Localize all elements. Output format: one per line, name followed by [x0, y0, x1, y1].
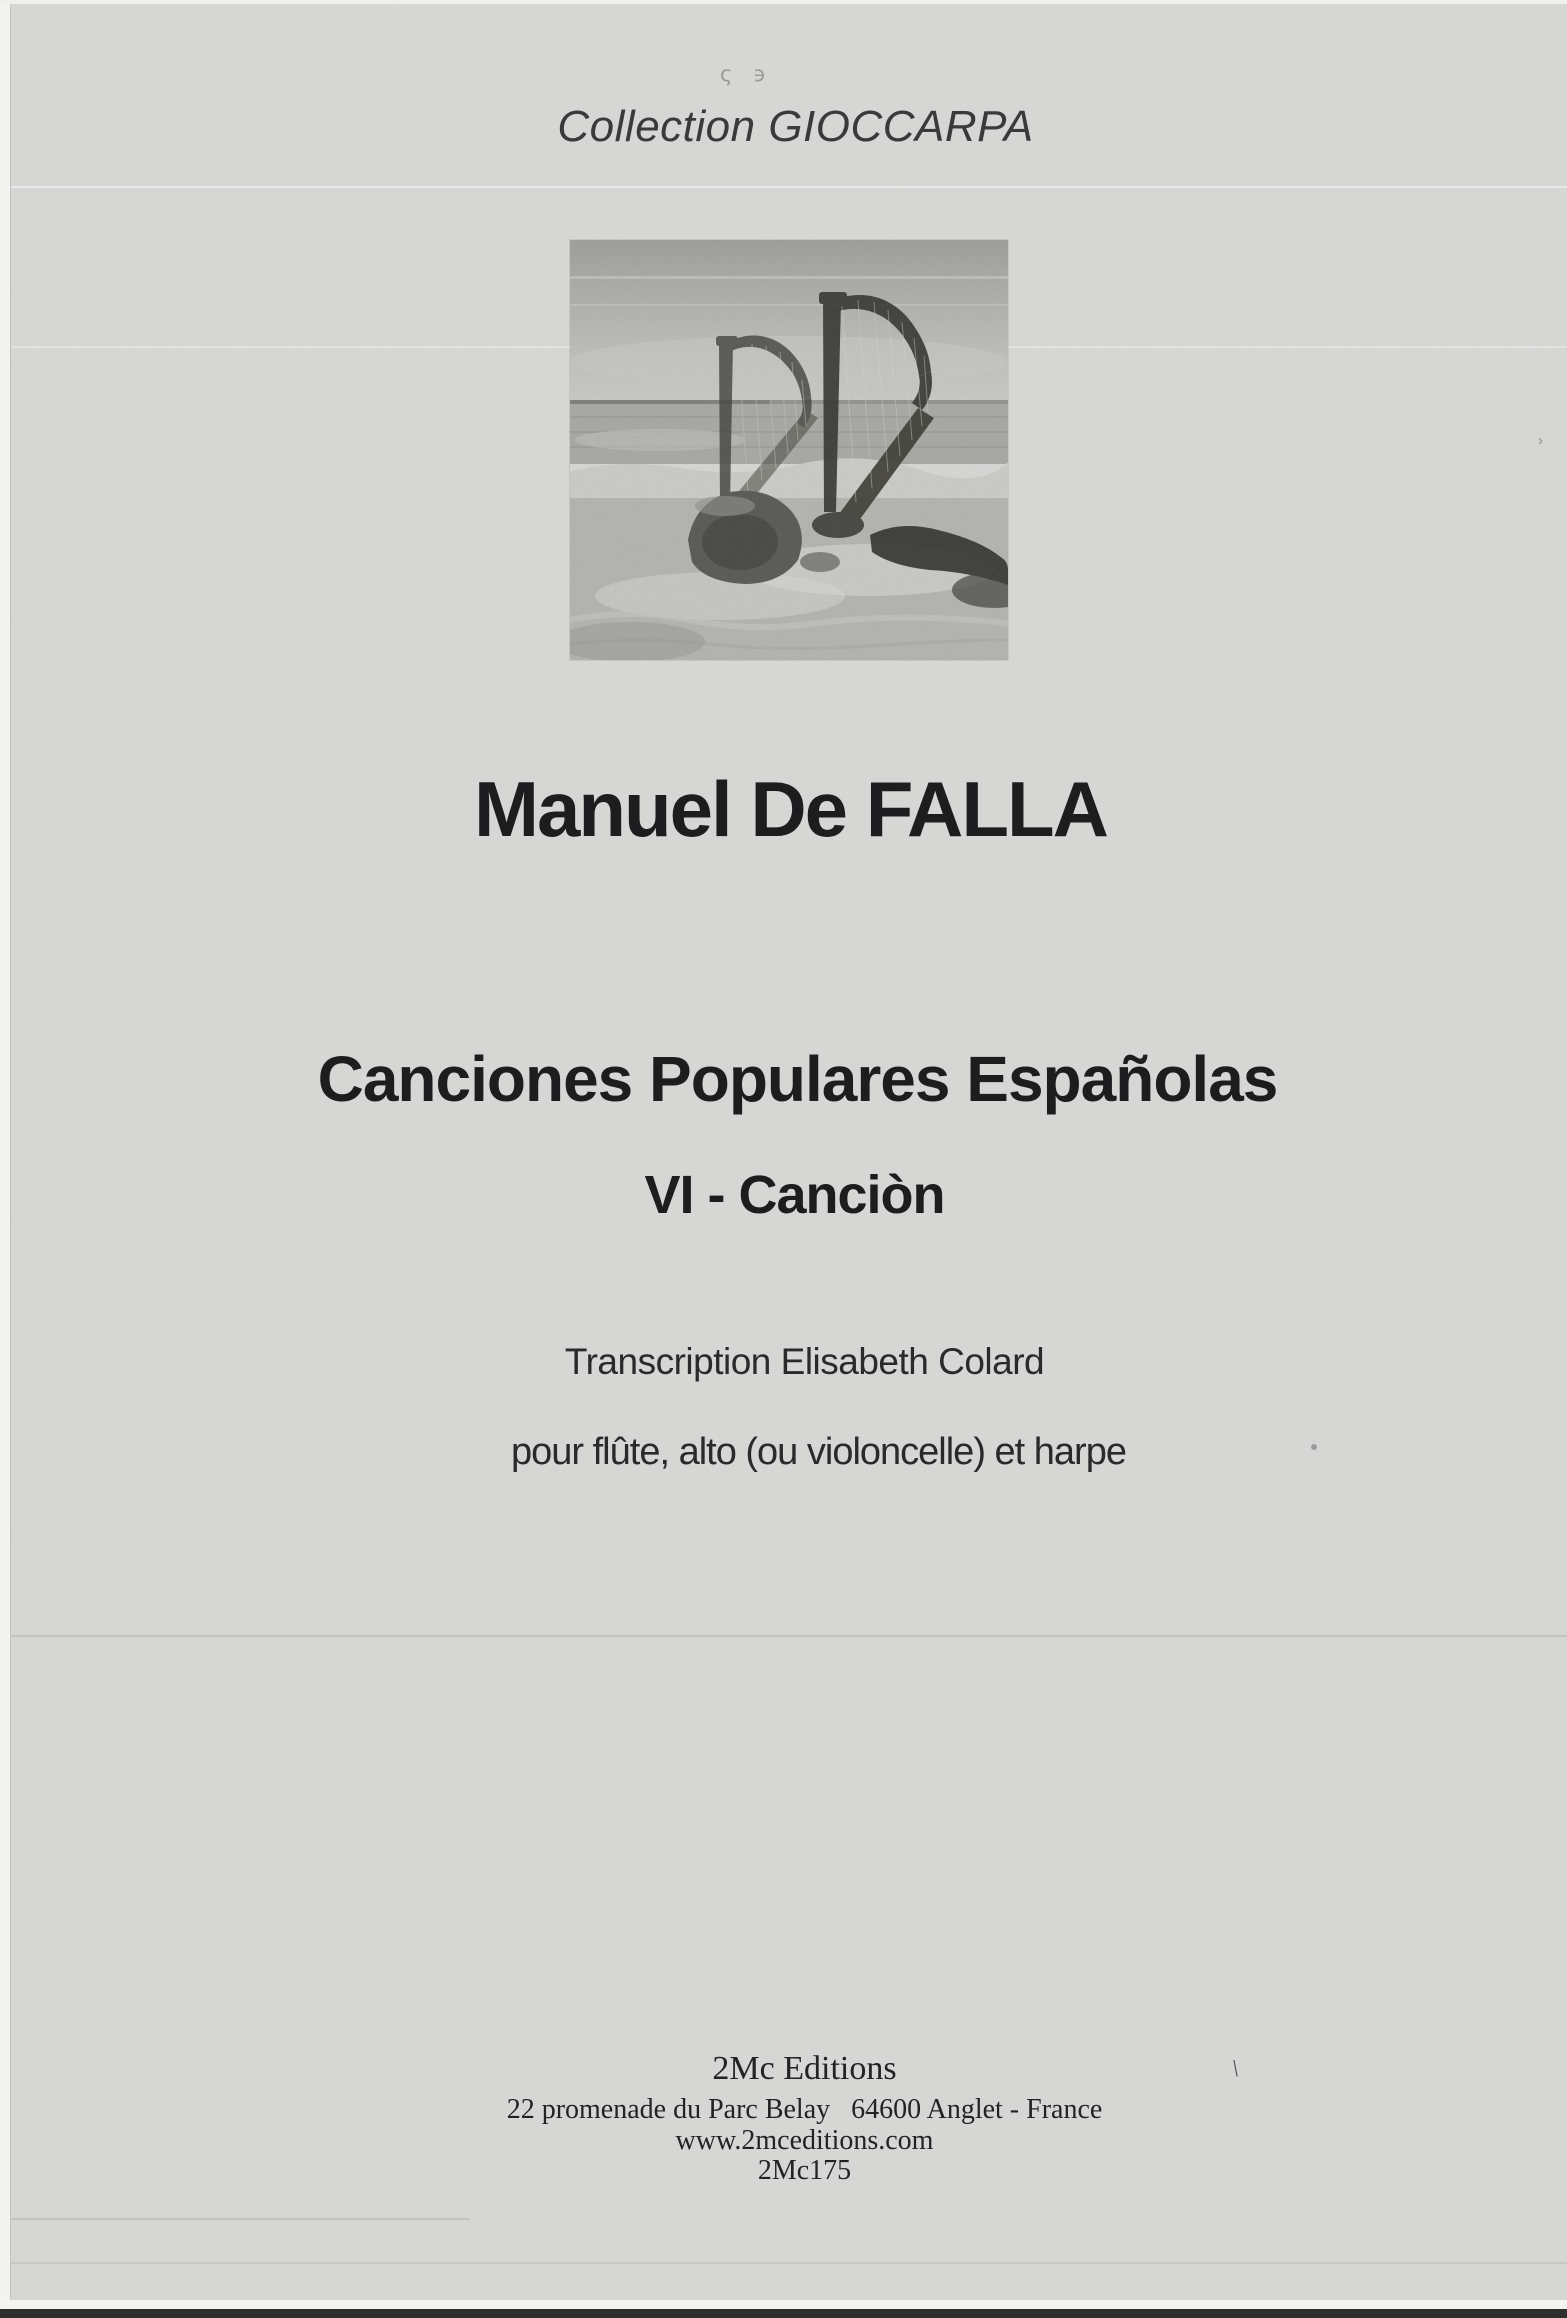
scan-band-dark-1 [0, 1635, 1567, 1637]
pen-stray-mark: \ [1230, 2055, 1241, 2083]
transcription-credit: Transcription Elisabeth Colard [564, 1341, 1045, 1382]
margin-speck: › [1538, 432, 1543, 449]
pencil-annotation: ς ϶ [720, 62, 773, 86]
movement-title: VI - Canciòn [644, 1165, 945, 1225]
page-top-edge [0, 0, 1567, 4]
work-title: Canciones Populares Españolas [317, 1043, 1278, 1115]
page-bottom-dark-bar [0, 2309, 1567, 2318]
collection-series-title: Collection GIOCCARPA [557, 102, 1034, 151]
ink-speck [1311, 1444, 1317, 1450]
scan-band-dark-3 [0, 2262, 1567, 2264]
instrumentation-line: pour flûte, alto (ou violoncelle) et harpe [511, 1431, 1126, 1473]
page-left-edge [0, 0, 11, 2318]
publisher-name: 2Mc Editions [712, 2050, 897, 2087]
publisher-website: www.2mceditions.com [675, 2125, 934, 2156]
catalog-number: 2Mc175 [757, 2155, 852, 2186]
harps-in-sea-photo [570, 240, 1008, 660]
page-bottom-white-strip [0, 2300, 1567, 2309]
publisher-address: 22 promenade du Parc Belay 64600 Anglet - France [506, 2094, 1103, 2125]
composer-name: Manuel De FALLA [473, 765, 1108, 853]
scan-band-dark-2 [0, 2218, 470, 2220]
scan-band-light-1 [0, 186, 1567, 188]
